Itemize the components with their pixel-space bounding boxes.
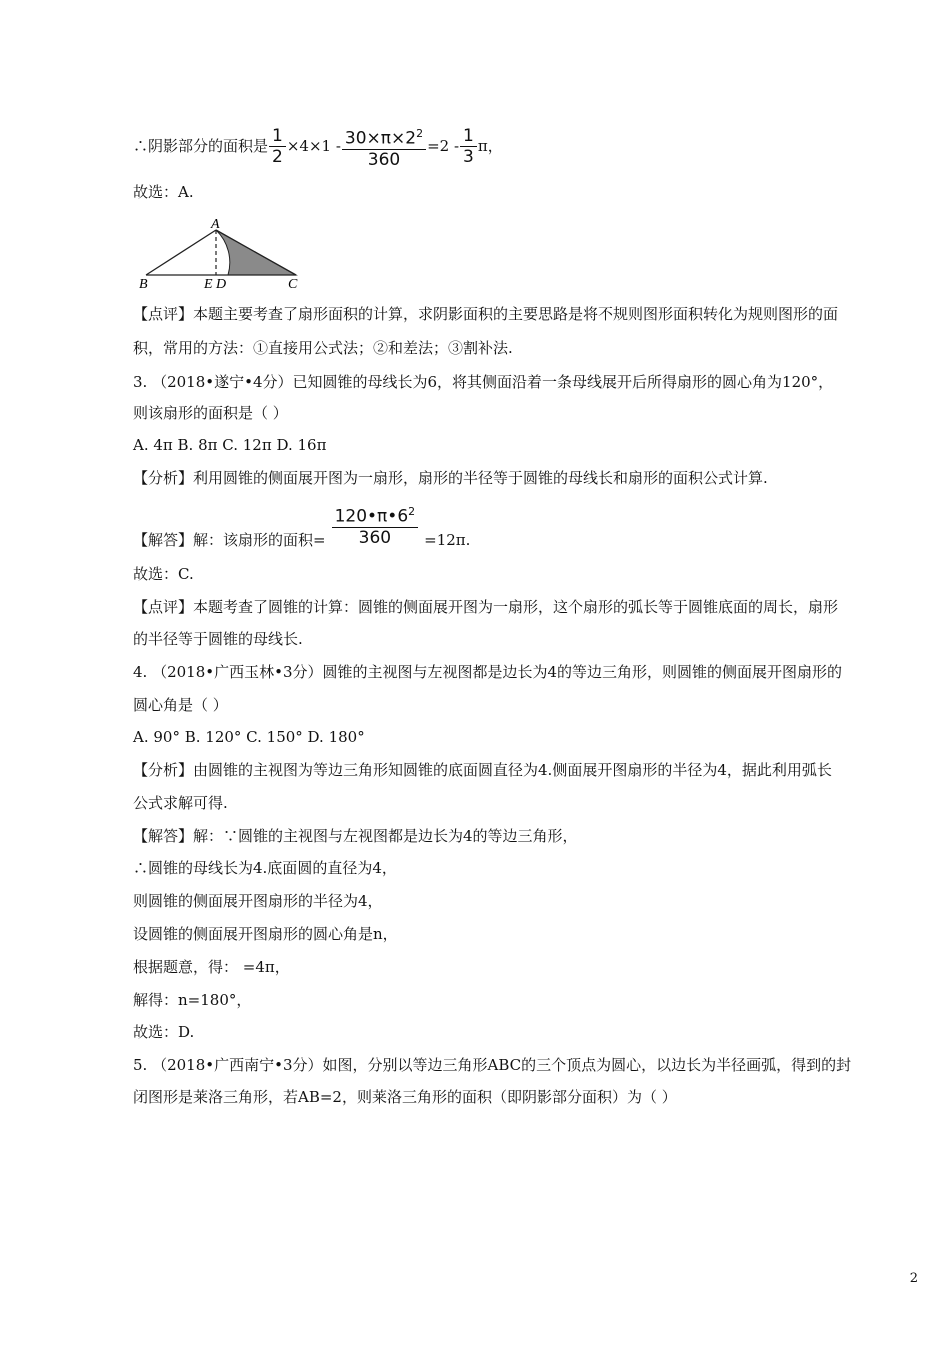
formula-prefix: ∴阴影部分的面积是 bbox=[133, 136, 269, 155]
formula-after: =2 - bbox=[427, 136, 460, 155]
answer-c: 故选：C. bbox=[133, 565, 194, 583]
fraction-cone-area: $\frac{120•\pi•6^2}{360}$ bbox=[332, 502, 419, 548]
question-4-analysis-1: 【分析】由圆锥的主视图为等边三角形知圆锥的底面圆直径为4.侧面展开图扇形的半径为4，据此利用弧长 bbox=[133, 761, 832, 779]
label-e: E bbox=[204, 277, 213, 290]
question-4-solution-4: 设圆锥的侧面展开图扇形的圆心角是n， bbox=[133, 925, 398, 943]
question-4-solution-3: 则圆锥的侧面展开图扇形的半径为4， bbox=[133, 892, 383, 910]
question-4-solution-2: ∴圆锥的母线长为4.底面圆的直径为4， bbox=[133, 859, 397, 877]
question-4-line-2: 圆心角是（ ） bbox=[133, 696, 228, 714]
fraction-sector-area: $\frac{30\times\pi\times 2^2}{360}$ bbox=[342, 124, 426, 170]
question-3-solution bbox=[133, 502, 470, 550]
formula-mid: ×4×1 - bbox=[286, 136, 341, 155]
question-4-solution-6: 解得：n=180°， bbox=[133, 991, 252, 1009]
comment-3-line-1: 【点评】本题考查了圆锥的计算：圆锥的侧面展开图为一扇形，这个扇形的弧长等于圆锥底面的周长，扇形 bbox=[133, 598, 839, 616]
question-4-analysis-2: 公式求解可得. bbox=[133, 794, 228, 812]
question-4-solution-5: 根据题意，得： =4π， bbox=[133, 958, 290, 976]
question-4-options: A. 90° B. 120° C. 150° D. 180° bbox=[133, 728, 365, 746]
solution-prefix: 【解答】解：该扇形的面积= bbox=[133, 531, 326, 549]
page-number: 2 bbox=[909, 1271, 918, 1286]
fraction-one-third: $\frac{1}{3}$ bbox=[460, 126, 477, 167]
question-4-solution-1: 【解答】解：∵圆锥的主视图与左视图都是边长为4的等边三角形， bbox=[133, 827, 578, 845]
label-a: A bbox=[211, 217, 220, 232]
label-d: D bbox=[216, 277, 227, 290]
label-b: B bbox=[139, 277, 148, 290]
comment-line-2: 积，常用的方法：①直接用公式法；②和差法；③割补法. bbox=[133, 339, 513, 357]
solution-suffix: =12π. bbox=[424, 531, 471, 549]
question-3-options: A. 4π B. 8π C. 12π D. 16π bbox=[133, 436, 327, 454]
question-5-line-2: 闭图形是莱洛三角形，若AB=2，则莱洛三角形的面积（即阴影部分面积）为（ ） bbox=[133, 1088, 677, 1106]
fraction-one-half: $\frac{1}{2}$ bbox=[269, 126, 286, 167]
triangle-figure bbox=[136, 215, 306, 290]
answer-a: 故选：A. bbox=[133, 183, 194, 201]
question-3-line-2: 则该扇形的面积是（ ） bbox=[133, 404, 288, 422]
label-c: C bbox=[288, 277, 298, 290]
comment-line-1: 【点评】本题主要考查了扇形面积的计算，求阴影面积的主要思路是将不规则图形面积转化为规则图形的面 bbox=[133, 305, 839, 323]
question-3-analysis: 【分析】利用圆锥的侧面展开图为一扇形，扇形的半径等于圆锥的母线长和扇形的面积公式计算. bbox=[133, 469, 768, 487]
question-3-line-1: 3. （2018•遂宁•4分）已知圆锥的母线长为6，将其侧面沿着一条母线展开后所得扇形的圆心角为120°， bbox=[133, 373, 834, 391]
question-4-line-1: 4. （2018•广西玉林•3分）圆锥的主视图与左视图都是边长为4的等边三角形，则圆锥的侧面展开图扇形的 bbox=[133, 663, 843, 681]
segment-ab bbox=[146, 230, 216, 275]
formula-suffix: π， bbox=[477, 136, 503, 155]
comment-3-line-2: 的半径等于圆锥的母线长. bbox=[133, 630, 303, 648]
answer-d: 故选：D. bbox=[133, 1023, 195, 1041]
shaded-area-formula bbox=[133, 124, 503, 170]
question-5-line-1: 5. （2018•广西南宁•3分）如图，分别以等边三角形ABC的三个顶点为圆心，以边长为半径画弧，得到的封 bbox=[133, 1056, 852, 1074]
